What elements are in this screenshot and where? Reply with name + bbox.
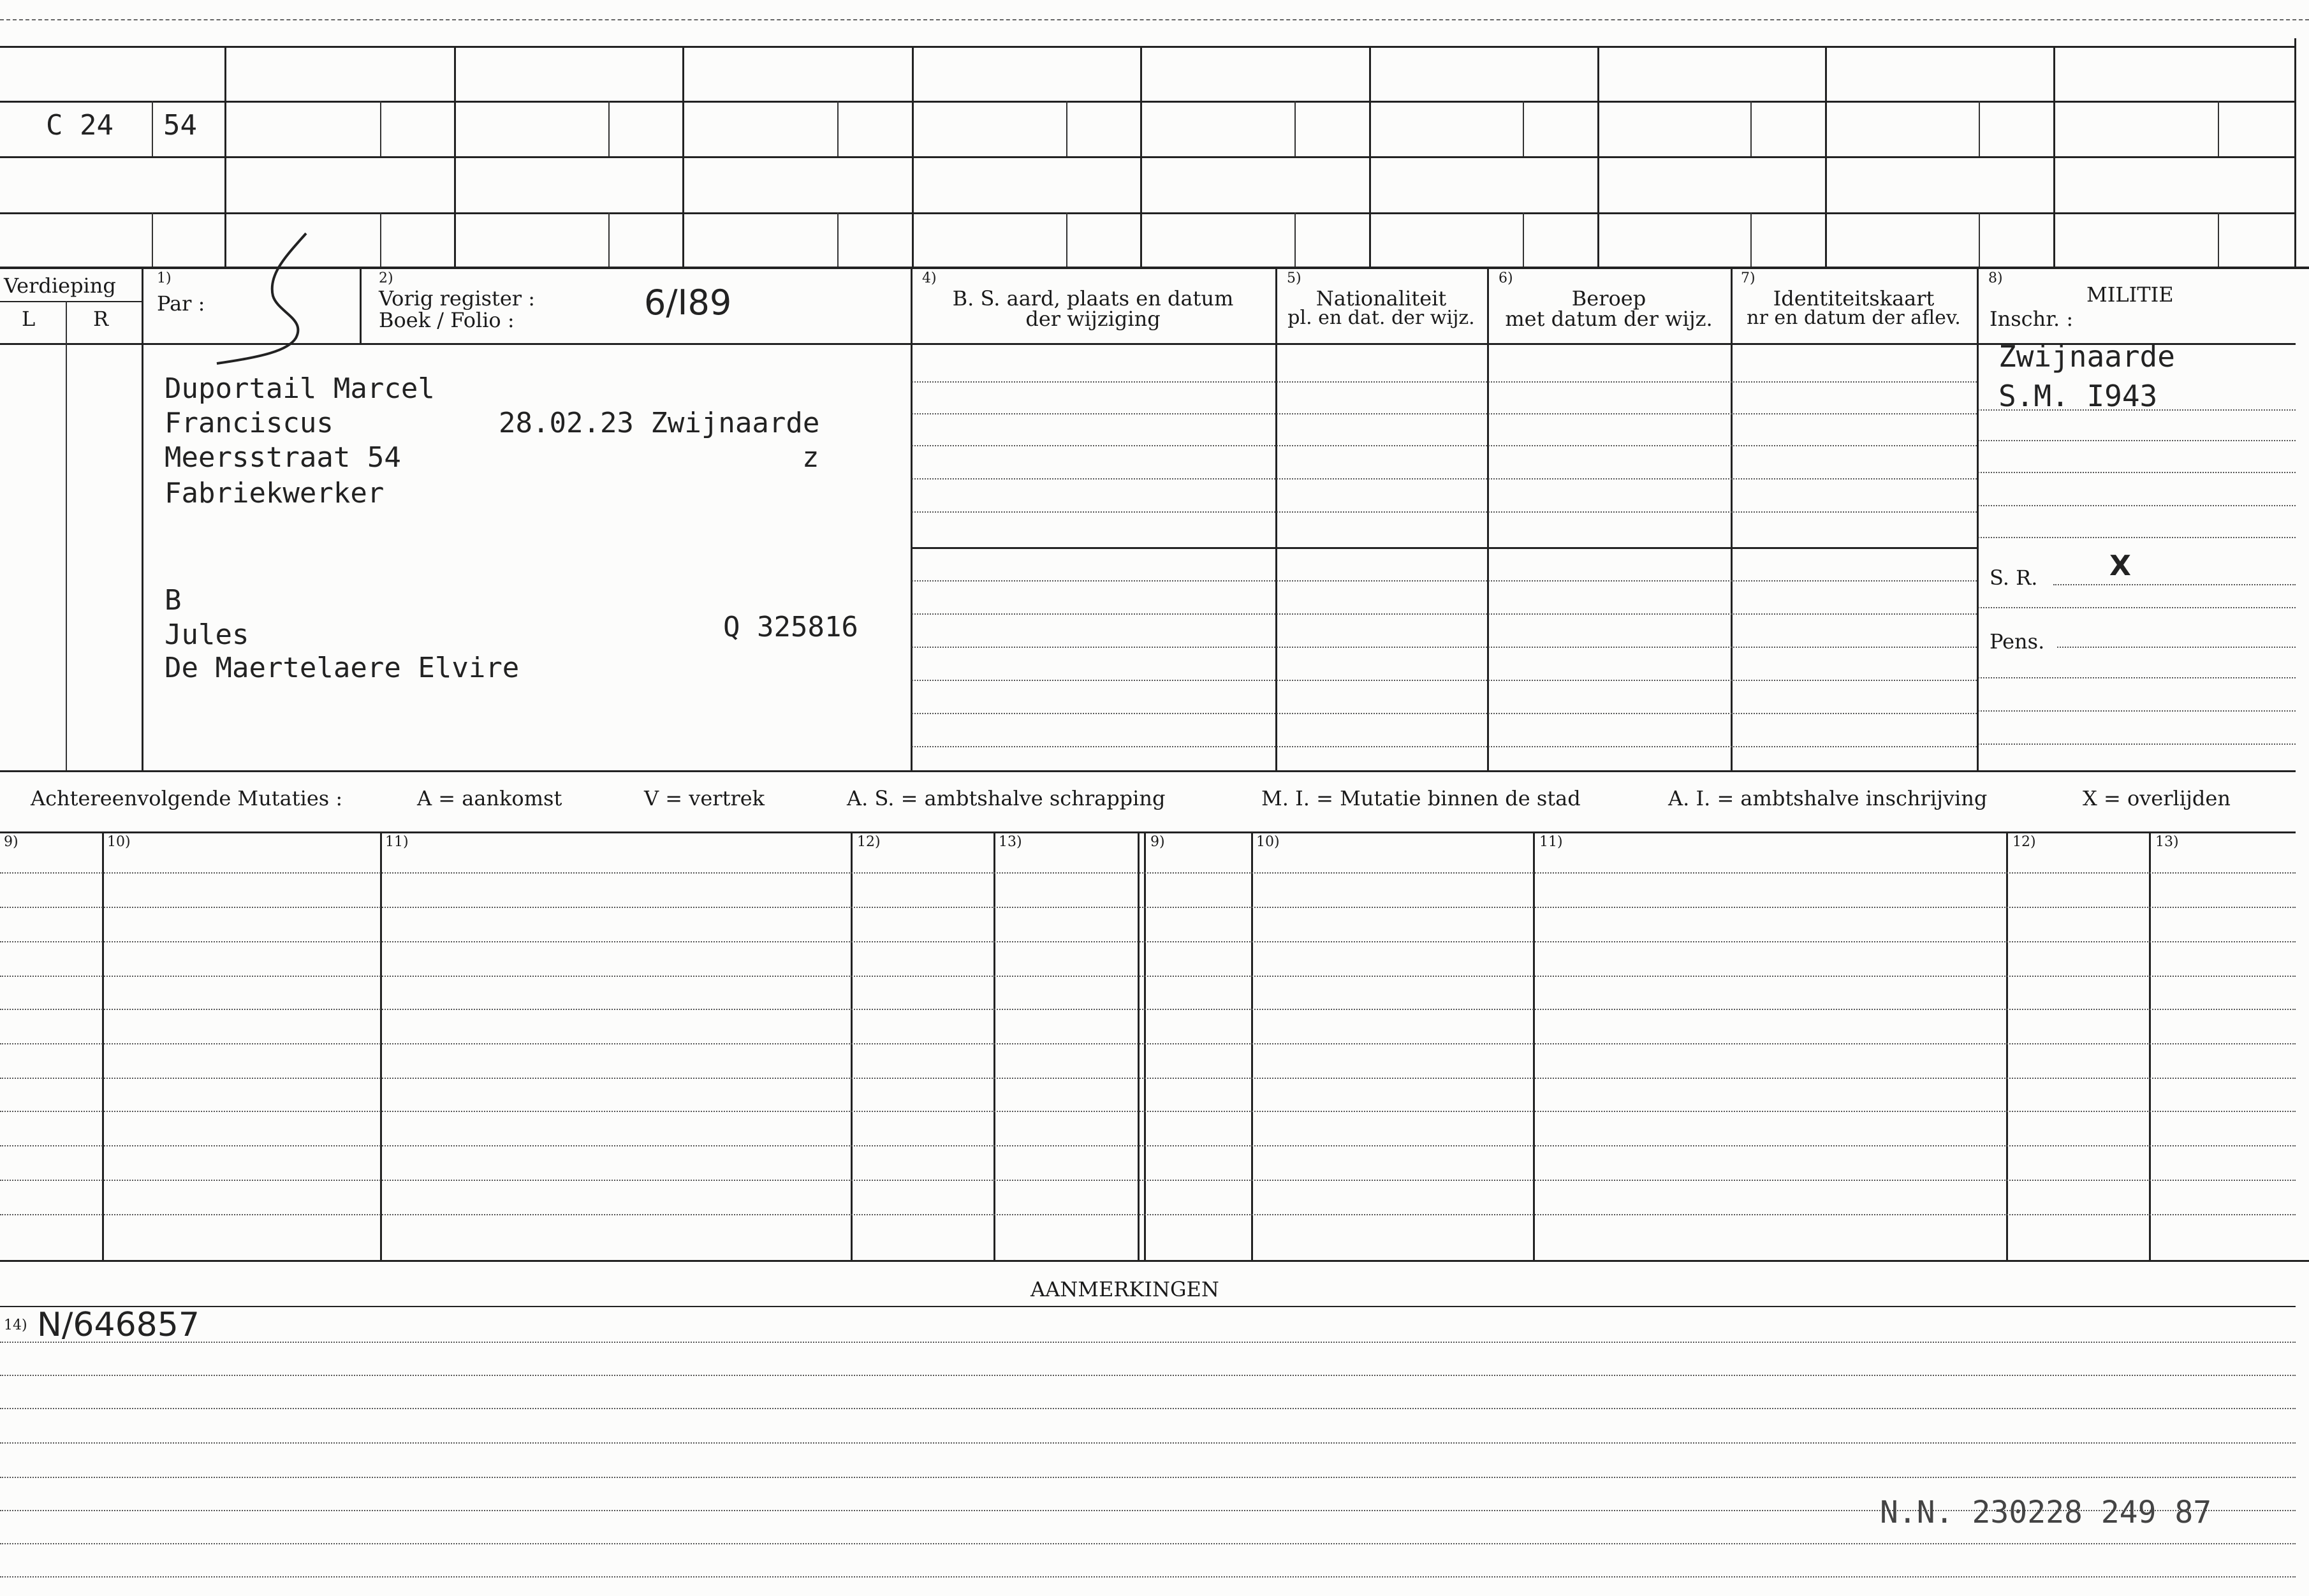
- vorig-register-number: 2): [379, 270, 393, 286]
- legend-item-ambtshalve-schrapping: A. S. = ambtshalve schrapping: [847, 786, 1166, 810]
- col7-line2: nr en datum der aflev.: [1747, 307, 1961, 329]
- col8-number: 8): [1988, 270, 2003, 286]
- verdieping-label: Verdieping: [4, 274, 116, 298]
- legend-item-overlijden: X = overlijden: [2083, 786, 2231, 810]
- mut-col-12-right: 12): [2012, 834, 2036, 850]
- militie-title: MILITIE: [2086, 282, 2174, 307]
- remarks-entry: N/646857: [37, 1306, 200, 1344]
- person-birth: 28.02.23 Zwijnaarde: [499, 407, 820, 439]
- national-number: N.N. 230228 249 87: [1880, 1495, 2212, 1530]
- col6-line2: met datum der wijz.: [1505, 307, 1713, 331]
- boek-folio-label: Boek / Folio :: [379, 308, 515, 332]
- mut-col-10-left: 10): [107, 834, 131, 850]
- col4-line1: B. S. aard, plaats en datum: [952, 286, 1234, 311]
- person-sex: z: [802, 441, 819, 474]
- inschr-label: Inschr. :: [1990, 307, 2074, 331]
- vorig-register-value: 6/I89: [644, 282, 732, 323]
- militie-place: Zwijnaarde: [1998, 339, 2175, 374]
- col6-number: 6): [1499, 270, 1513, 286]
- mut-col-12-left: 12): [857, 834, 881, 850]
- remarks-number: 14): [4, 1317, 27, 1333]
- person-id-number: Q 325816: [723, 611, 858, 643]
- person-profession: Fabriekwerker: [165, 477, 385, 509]
- par-label: Par :: [157, 291, 205, 316]
- mut-col-11-right: 11): [1539, 834, 1563, 850]
- person-address: Meersstraat 54: [165, 441, 401, 474]
- par-signature: [210, 230, 338, 370]
- mut-col-13-left: 13): [999, 834, 1022, 850]
- col5-line1: Nationaliteit: [1316, 286, 1447, 311]
- remarks-title: AANMERKINGEN: [1030, 1277, 1219, 1301]
- col7-number: 7): [1741, 270, 1756, 286]
- legend-title: Achtereenvolgende Mutaties :: [31, 786, 343, 810]
- person-father: Jules: [165, 619, 249, 651]
- vorig-register-label: Vorig register :: [379, 286, 536, 311]
- mut-col-13-right: 13): [2155, 834, 2179, 850]
- person-firstname: Franciscus: [165, 407, 334, 439]
- legend-item-vertrek: V = vertrek: [644, 786, 765, 810]
- pens-label: Pens.: [1990, 629, 2045, 654]
- col5-number: 5): [1287, 270, 1301, 286]
- mut-col-11-left: 11): [385, 834, 409, 850]
- par-number: 1): [157, 270, 172, 286]
- verdieping-left-label: L: [22, 307, 36, 331]
- col4-number: 4): [922, 270, 937, 286]
- sr-label: S. R.: [1990, 566, 2038, 590]
- col7-line1: Identiteitskaart: [1773, 286, 1935, 311]
- col4-line2: der wijziging: [1025, 307, 1161, 331]
- legend-item-aankomst: A = aankomst: [417, 786, 562, 810]
- person-name: Duportail Marcel: [165, 372, 435, 405]
- col5-line2: pl. en dat. der wijz.: [1287, 307, 1475, 329]
- mut-col-9-right: 9): [1150, 834, 1165, 850]
- person-mother: De Maertelaere Elvire: [165, 652, 520, 684]
- card-code: C 24: [46, 109, 114, 142]
- col6-line1: Beroep: [1571, 286, 1646, 311]
- legend-item-mutatie: M. I. = Mutatie binnen de stad: [1261, 786, 1581, 810]
- person-status: B: [165, 584, 182, 617]
- legend-item-ambtshalve-inschrijving: A. I. = ambtshalve inschrijving: [1668, 786, 1988, 810]
- mut-col-9-left: 9): [4, 834, 18, 850]
- verdieping-right-label: R: [93, 307, 109, 331]
- militie-year: S.M. I943: [1998, 379, 2158, 413]
- card-number: 54: [163, 109, 197, 142]
- mut-col-10-right: 10): [1256, 834, 1280, 850]
- sr-value: X: [2109, 550, 2131, 582]
